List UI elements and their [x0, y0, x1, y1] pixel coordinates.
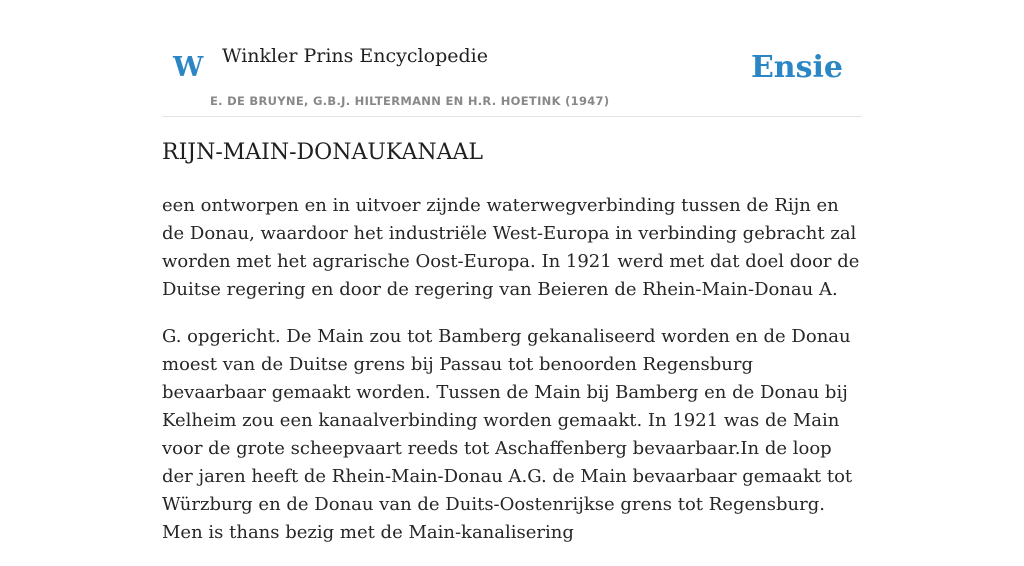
authors-line: E. DE BRUYNE, G.B.J. HILTERMANN EN H.R. HOETINK (1947): [210, 94, 610, 108]
header: [162, 0, 862, 117]
paragraph: een ontworpen en in uitvoer zijnde waterwegverbinding tussen de Rijn en de Donau, waardoor het industriële West-Europa in verbinding gebracht zal worden met het agrarische Oost-Europa. In 1921 werd met dat doel door de Duitse regering en door de regering van Beieren de Rhein-Main-Donau A.: [162, 195, 860, 300]
logo-icon[interactable]: W: [173, 52, 204, 83]
publication-title[interactable]: Winkler Prins Encyclopedie: [222, 45, 488, 67]
paragraph: G. opgericht. De Main zou tot Bamberg gekanaliseerd worden en de Donau moest van de Duitse grens bij Passau tot benoorden Regensburg bevaarbaar gemaakt worden. Tussen de Main bij Bamberg en de Donau bij Kelheim zou een kanaalverbinding worden gemaakt. In 1921 was de Main voor de grote scheepvaart reeds tot Aschaffenberg bevaarbaar.In de loop der jaren heeft de Rhein-Main-Donau A.G. de Main bevaarbaar gemaakt tot Würzburg en de Donau van de Duits-Oostenrijkse grens tot Regensburg. Men is thans bezig met de Main-kanalisering: [162, 326, 853, 543]
brand-logo[interactable]: Ensie: [750, 50, 843, 85]
article-title: RIJN-MAIN-DONAUKANAAL: [162, 140, 483, 165]
article-body: [162, 192, 862, 566]
